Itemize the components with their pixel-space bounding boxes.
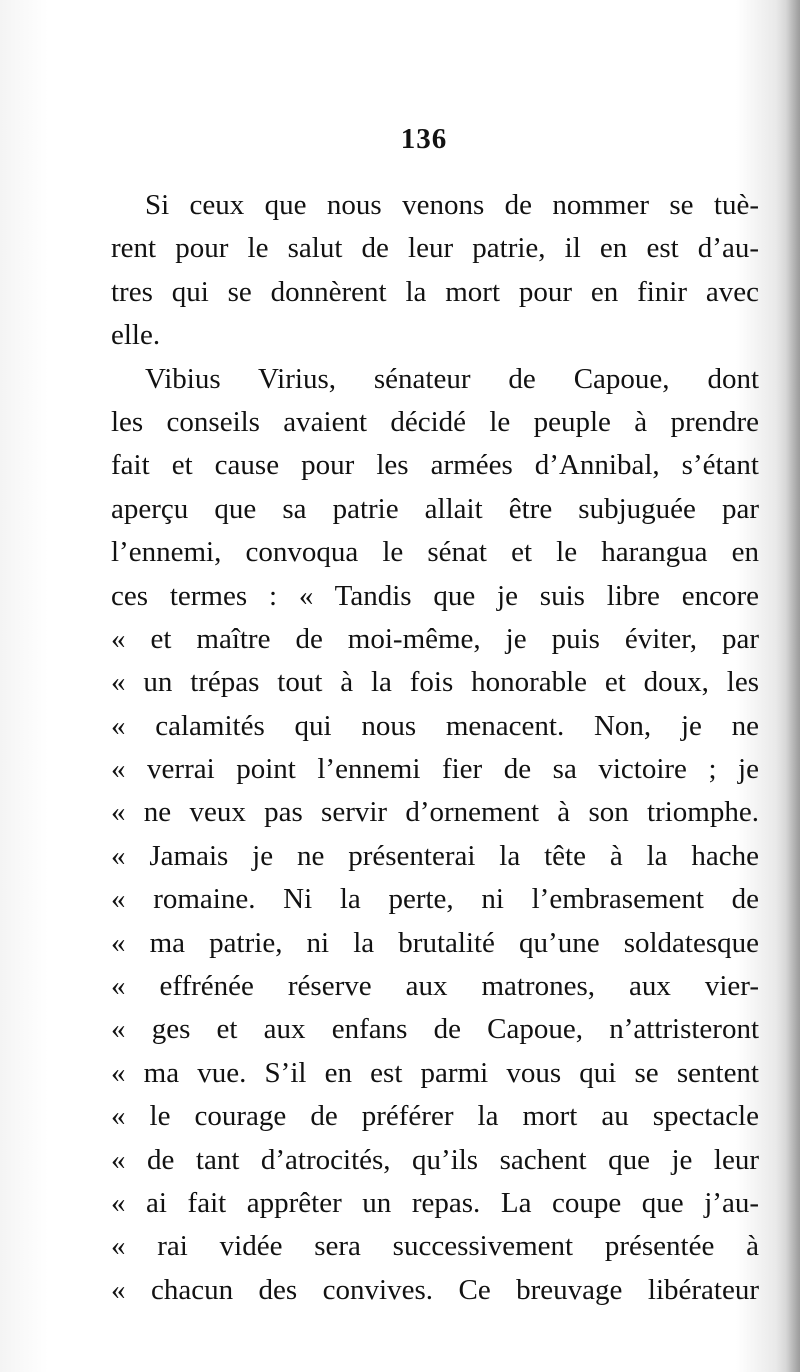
text-line: « et maître de moi-même, je puis éviter, par: [111, 622, 759, 655]
text-line: « calamités qui nous menacent. Non, je ne: [111, 709, 759, 742]
body-text: [111, 184, 759, 1312]
text-line: « un trépas tout à la fois honorable et doux, les: [111, 666, 759, 699]
text-line: elle.: [111, 319, 161, 352]
text-line: « ma vue. S’il en est parmi vous qui se sentent: [111, 1056, 759, 1089]
text-line: fait et cause pour les armées d’Annibal, s’étant: [111, 449, 759, 482]
text-line: aperçu que sa patrie allait être subjuguée par: [111, 492, 759, 525]
text-line: tres qui se donnèrent la mort pour en finir avec: [111, 275, 759, 308]
text-line: « Jamais je ne présenterai la tête à la hache: [111, 839, 759, 872]
text-line: « chacun des convives. Ce breuvage libérateur: [111, 1273, 759, 1306]
text-line: « verrai point l’ennemi fier de sa victoire ; je: [111, 753, 759, 786]
page-number: 136: [400, 123, 448, 155]
text-line: « ma patrie, ni la brutalité qu’une soldatesque: [111, 926, 759, 959]
text-line: « rai vidée sera successivement présentée à: [111, 1230, 759, 1263]
text-line: ces termes : « Tandis que je suis libre encore: [111, 579, 759, 612]
text-line: « de tant d’atrocités, qu’ils sachent que je leur: [111, 1143, 759, 1176]
text-line: « ai fait apprêter un repas. La coupe que j’au-: [111, 1186, 759, 1219]
page-edge-shadow: [786, 0, 800, 1372]
text-line: « ges et aux enfans de Capoue, n’attristeront: [111, 1013, 759, 1046]
text-line: Vibius Virius, sénateur de Capoue, dont: [145, 362, 759, 395]
text-line: l’ennemi, convoqua le sénat et le harangua en: [111, 536, 759, 569]
text-line: « le courage de préférer la mort au spectacle: [111, 1100, 759, 1133]
text-line: « effrénée réserve aux matrones, aux vier-: [111, 970, 759, 1003]
text-line: rent pour le salut de leur patrie, il en est d’au-: [111, 232, 759, 265]
text-line: Si ceux que nous venons de nommer se tuè-: [145, 189, 759, 221]
text-line: « ne veux pas servir d’ornement à son triomphe.: [111, 796, 759, 829]
text-line: les conseils avaient décidé le peuple à prendre: [111, 405, 759, 438]
text-line: « romaine. Ni la perte, ni l’embrasement de: [111, 883, 759, 916]
